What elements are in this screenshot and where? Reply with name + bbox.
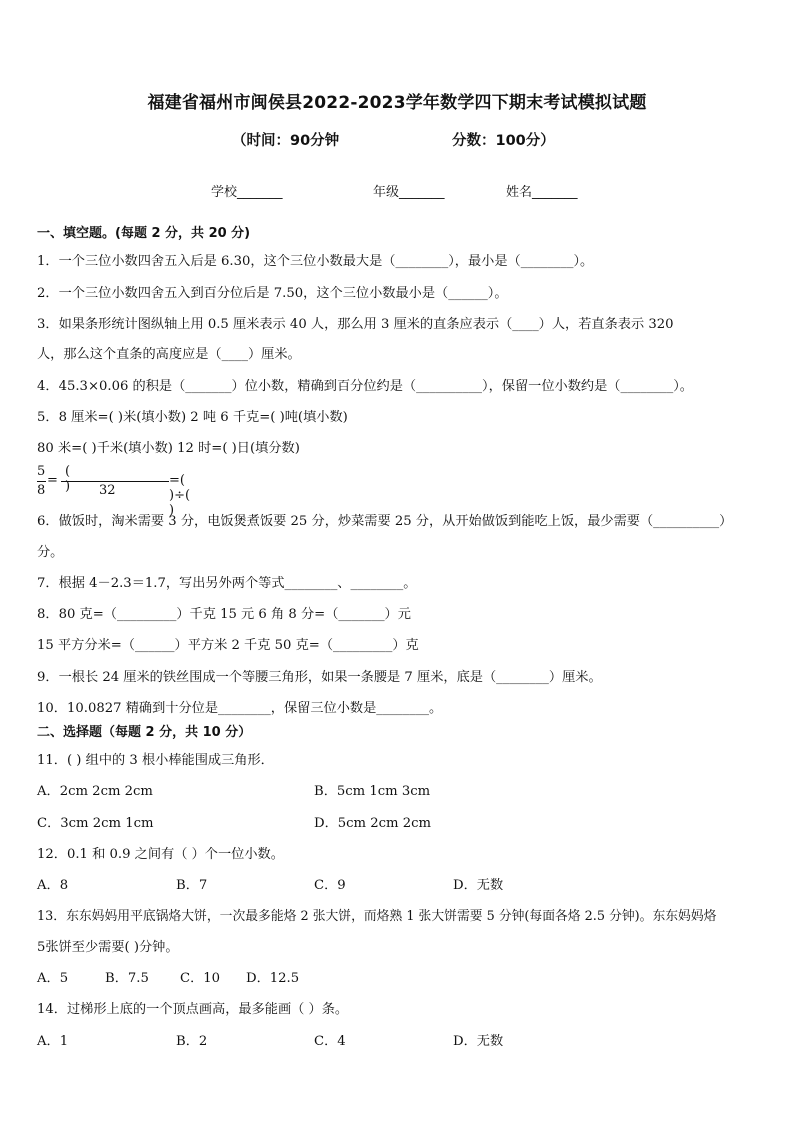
question-12: 12．0.1 和 0.9 之间有（ ）个一位小数。 (37, 847, 284, 862)
question-3-line-2: 人，那么这个直条的高度应是（____）厘米。 (37, 347, 301, 362)
exam-title: 福建省福州市闽侯县2022-2023学年数学四下期末考试模拟试题 (147, 93, 647, 113)
exam-time: （时间：90分钟 (232, 133, 340, 149)
q11-option-b[interactable]: B．5cm 1cm 3cm (314, 784, 431, 799)
q13-option-c[interactable]: C．10 (180, 971, 221, 986)
question-13-line-1: 13．东东妈妈用平底锅烙大饼，一次最多能烙 2 张大饼，而烙熟 1 张大饼需要 5 分钟(每面各烙 2.5 分钟)。东东妈妈烙 (37, 909, 717, 924)
fraction-denominator: 8 (37, 483, 46, 498)
fraction-division: =( )÷( ) (169, 473, 191, 518)
fraction-bar (37, 481, 46, 482)
question-5-line-1: 5．8 厘米=( )米(填小数) 2 吨 6 千克=( )吨(填小数) (37, 410, 348, 425)
q13-option-d[interactable]: D．12.5 (246, 971, 300, 986)
q12-option-c[interactable]: C．9 (314, 878, 346, 893)
q13-option-a[interactable]: A．5 (37, 971, 69, 986)
question-11: 11．( ) 组中的 3 根小棒能围成三角形． (37, 753, 274, 768)
question-10: 10．10.0827 精确到十分位是________，保留三位小数是________。 (37, 701, 443, 716)
question-6-line-1: 6．做饭时，淘米需要 3 分，电饭煲煮饭要 25 分，炒菜需要 25 分，从开始做饭到能吃上饭，最少需要（__________） (37, 514, 733, 529)
question-9: 9．一根长 24 厘米的铁丝围成一个等腰三角形，如果一条腰是 7 厘米，底是（________）厘米。 (37, 670, 602, 685)
question-7: 7．根据 4－2.3＝1.7，写出另外两个等式________、________。 (37, 576, 417, 591)
question-3-line-1: 3．如果条形统计图纵轴上用 0.5 厘米表示 40 人，那么用 3 厘米的直条应表示（____）人，若直条表示 320 (37, 317, 674, 332)
section-fill-heading: 一、填空题。(每题 2 分，共 20 分) (37, 226, 251, 241)
fraction-equals: = (47, 473, 58, 488)
question-2: 2．一个三位小数四舍五入到百分位后是 7.50，这个三位小数最小是（______）。 (37, 286, 508, 301)
q11-option-c[interactable]: C．3cm 2cm 1cm (37, 816, 154, 831)
question-8-line-2: 15 平方分米=（______）平方米 2 千克 50 克=（_________）克 (37, 638, 419, 653)
q14-option-c[interactable]: C．4 (314, 1034, 346, 1049)
q12-option-d[interactable]: D．无数 (453, 878, 504, 893)
name-field[interactable]: 姓名_______ (506, 185, 578, 200)
school-field[interactable]: 学校_______ (211, 185, 283, 200)
section-choice-heading: 二、选择题（每题 2 分，共 10 分） (37, 725, 252, 740)
fraction-blank-numerator: ( ) (65, 464, 71, 494)
grade-field[interactable]: 年级_______ (373, 185, 445, 200)
fraction-blank-denominator: 32 (99, 483, 116, 498)
question-4: 4．45.3×0.06 的积是（_______）位小数，精确到百分位约是（__________），保留一位小数约是（________）。 (37, 379, 693, 394)
fraction-numerator: 5 (37, 464, 46, 479)
q11-option-a[interactable]: A．2cm 2cm 2cm (37, 784, 153, 799)
question-6-line-2: 分。 (37, 545, 64, 560)
q12-option-a[interactable]: A．8 (37, 878, 69, 893)
question-8-line-1: 8．80 克=（_________）千克 15 元 6 角 8 分=（_______）元 (37, 607, 411, 622)
question-5-line-2: 80 米=( )千米(填小数) 12 时=( )日(填分数) (37, 441, 300, 456)
question-13-line-2: 5张饼至少需要( )分钟。 (37, 940, 179, 955)
q12-option-b[interactable]: B．7 (176, 878, 208, 893)
question-14: 14．过梯形上底的一个顶点画高，最多能画（ ）条。 (37, 1002, 349, 1017)
q14-option-a[interactable]: A．1 (37, 1034, 69, 1049)
fraction-long-bar (61, 481, 169, 482)
q14-option-b[interactable]: B．2 (176, 1034, 208, 1049)
question-1: 1．一个三位小数四舍五入后是 6.30，这个三位小数最大是（________），最小是（________）。 (37, 254, 594, 269)
exam-score: 分数：100分） (452, 133, 555, 149)
q14-option-d[interactable]: D．无数 (453, 1034, 504, 1049)
q11-option-d[interactable]: D．5cm 2cm 2cm (314, 816, 431, 831)
q13-option-b[interactable]: B．7.5 (105, 971, 149, 986)
